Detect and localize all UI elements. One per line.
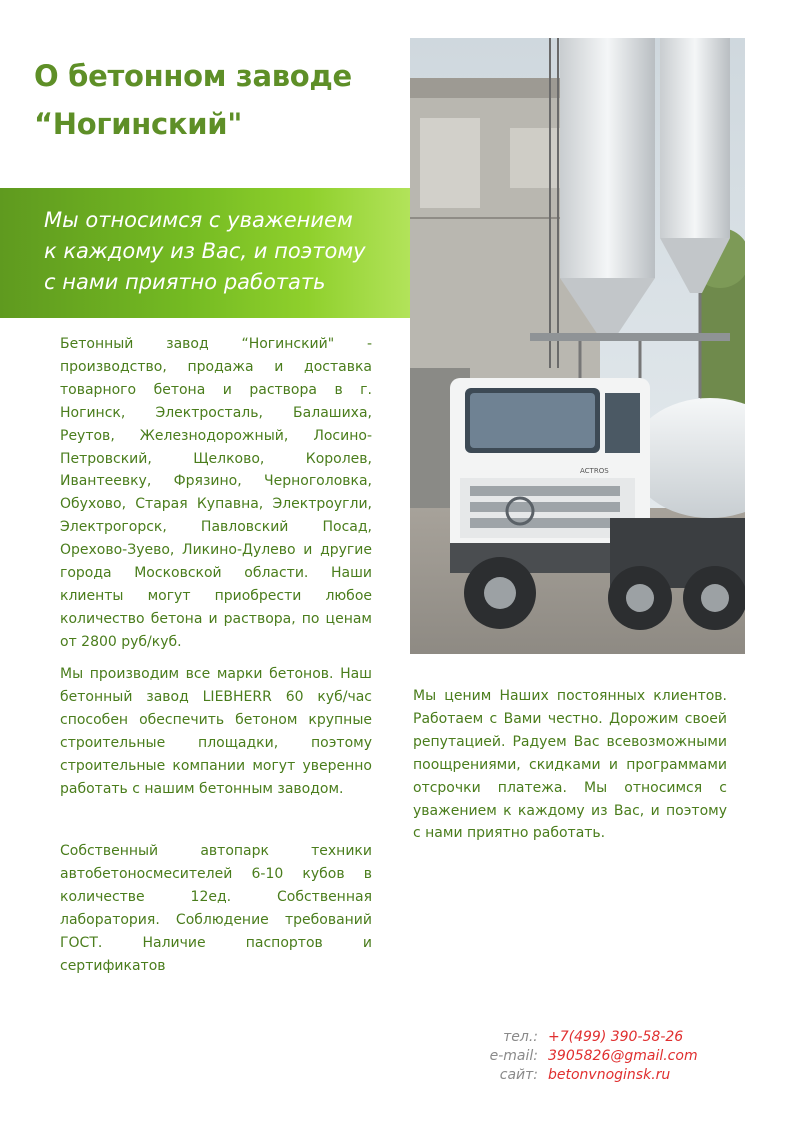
- site-label: сайт:: [499, 1067, 538, 1083]
- plant-truck-photo: [410, 38, 745, 654]
- title-line-1: О бетонном заводе: [34, 59, 352, 93]
- slogan-line-1: Мы относимся с уважением: [44, 208, 353, 232]
- email-label: e-mail:: [489, 1048, 538, 1064]
- paragraph-production: Мы производим все марки бетонов. Наш бетонный завод LIEBHERR 60 куб/час способен обеспечить бетоном крупные строительные площадки, поэтому строительные компании могут уверенно работать с нашим бетонным заводом.: [60, 666, 372, 797]
- contact-phone-row: [470, 1028, 750, 1047]
- site-value[interactable]: betonvnoginsk.ru: [548, 1067, 671, 1083]
- contact-site-row: [470, 1066, 750, 1085]
- phone-label: тел.:: [503, 1029, 538, 1045]
- contacts-block: [470, 1028, 750, 1085]
- slogan: [44, 205, 404, 298]
- title-line-2: “Ногинский": [34, 107, 243, 141]
- paragraph-about: Бетонный завод “Ногинский" - производство, продажа и доставка товарного бетона и раствора в г. Ногинск, Электросталь, Балашиха, Реутов, Железнодорожный, Лосино-Петровский, Щелково, Королев, Ивантеевку, Фрязино, Черноголовка, Обухово, Старая Купавна, Электроугли, Электрогорск, Павловский Посад, Орехово-Зуево, Ликино-Дулево и другие города Московской области. Наши клиенты могут приобрести любое количество бетона и раствора, по ценам от 2800 руб/куб.: [60, 336, 372, 650]
- email-value[interactable]: 3905826@gmail.com: [548, 1048, 698, 1064]
- svg-text:ACTROS: ACTROS: [580, 467, 609, 475]
- contact-email-row: [470, 1047, 750, 1066]
- paragraph-clients: Мы ценим Наших постоянных клиентов. Работаем с Вами честно. Дорожим своей репутацией. Радуем Вас всевозможными поощрениями, скидками и программами отсрочки платежа. Мы относимся с уважением к каждому из Вас, и поэтому с нами приятно работать.: [413, 688, 727, 842]
- slogan-line-3: с нами приятно работать: [44, 270, 326, 294]
- page-title: [34, 52, 394, 148]
- paragraph-fleet: Собственный автопарк техники автобетоносмесителей 6-10 кубов в количестве 12ед. Собственная лаборатория. Соблюдение требований ГОСТ. Наличие паспортов и сертификатов: [60, 843, 372, 974]
- slogan-line-2: к каждому из Вас, и поэтому: [44, 239, 366, 263]
- phone-value[interactable]: +7(499) 390-58-26: [548, 1029, 684, 1045]
